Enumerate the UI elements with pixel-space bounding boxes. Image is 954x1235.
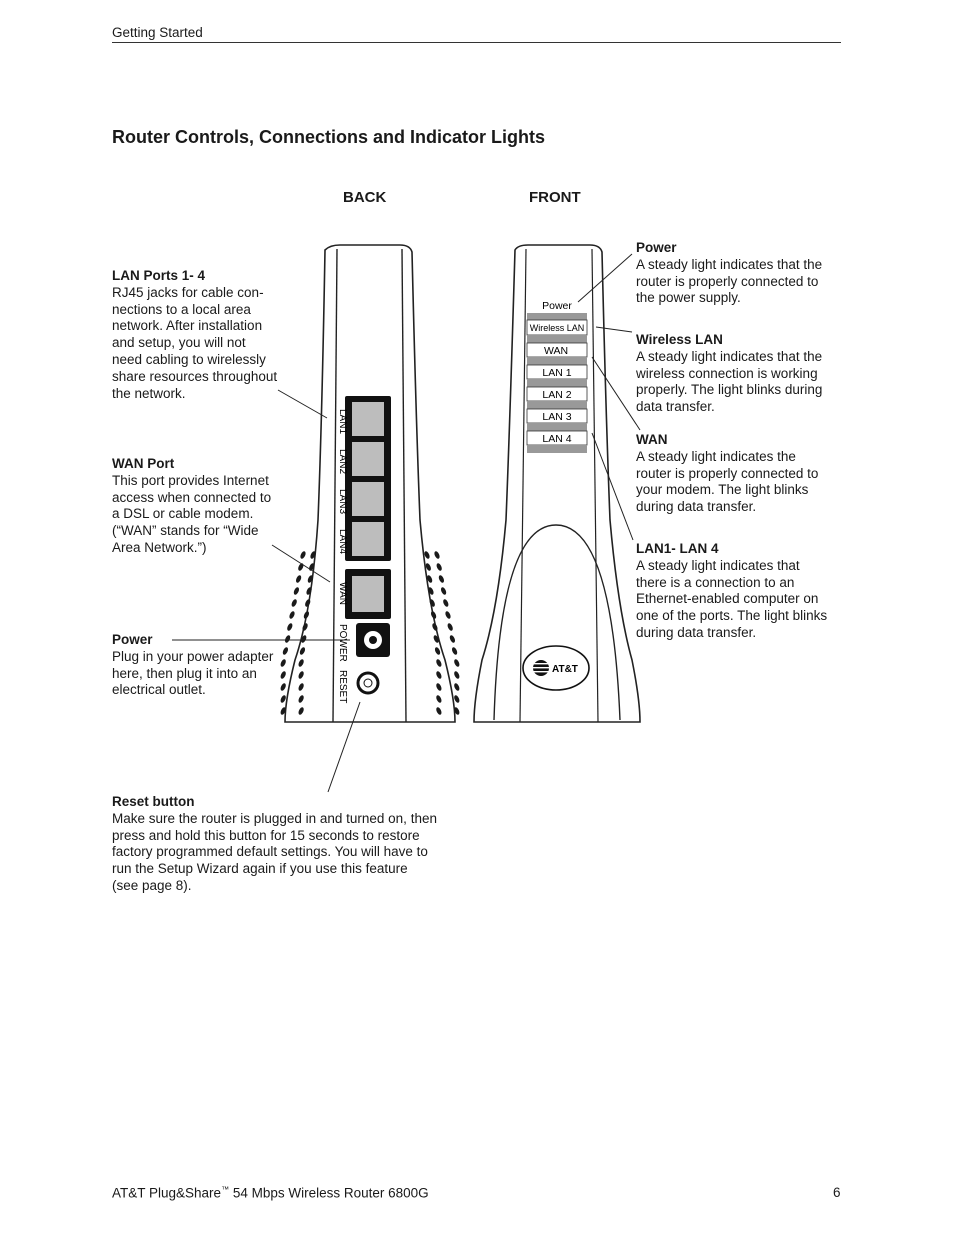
callout-wireless-lan-body: A steady light indicates that the wireless connection is working properly. The light blinks during data transfer. xyxy=(636,348,823,415)
callout-wan-light-body: A steady light indicates the router is properly connected to your modem. The light blinks during data transfer. xyxy=(636,448,819,515)
att-logo xyxy=(523,646,589,690)
callout-power-back xyxy=(112,632,292,699)
callout-power-back-body: Plug in your power adapter here, then plug it into an electrical outlet. xyxy=(112,648,274,698)
callout-wireless-lan-light xyxy=(636,332,851,416)
back-view-label: BACK xyxy=(343,189,387,206)
vent-slot xyxy=(442,598,449,607)
front-label-lan3: LAN 3 xyxy=(542,411,572,423)
footer-trademark: ™ xyxy=(221,1185,230,1194)
callout-wan-port-body: This port provides Internet access when connected to a DSL or cable modem. (“WAN” stands for “Wide Area Network.”) xyxy=(112,472,272,555)
back-label-lan3: LAN3 xyxy=(337,489,348,515)
vent-slot xyxy=(440,586,447,595)
front-view-label: FRONT xyxy=(529,189,581,206)
page-title: Router Controls, Connections and Indicator Lights xyxy=(112,127,546,147)
back-label-lan1: LAN1 xyxy=(337,409,348,435)
callout-power-light-title: Power xyxy=(636,240,677,255)
footer-product-name xyxy=(112,1185,429,1201)
footer-product-prefix: AT&T Plug&Share xyxy=(112,1185,222,1201)
router-front-view xyxy=(474,245,640,722)
footer-product-suffix: 54 Mbps Wireless Router 6800G xyxy=(229,1185,429,1201)
front-label-lan2: LAN 2 xyxy=(542,389,572,401)
callout-reset-button xyxy=(112,794,472,895)
vent-slot xyxy=(293,586,300,595)
back-label-power: POWER xyxy=(337,624,348,662)
front-label-wan: WAN xyxy=(543,345,569,357)
callout-reset-button-body: Make sure the router is plugged in and turned on, then press and hold this button for 15 seconds to restore factory programmed default settings. You will have to run the Setup Wizard again if you use this feature (see page 8). xyxy=(112,810,437,893)
back-label-reset: RESET xyxy=(337,670,348,704)
callout-power-light xyxy=(636,240,851,307)
front-label-power: Power xyxy=(542,300,572,312)
callout-wan-light xyxy=(636,432,851,516)
running-header: Getting Started xyxy=(112,25,203,40)
front-label-lan4: LAN 4 xyxy=(542,433,572,445)
vent-slot xyxy=(453,658,460,667)
vent-slot xyxy=(444,610,451,619)
callout-lan-ports-body: RJ45 jacks for cable con- nections to a local area network. After installation and setup, you will not need cabling to wirelessly share resources throughout the network. xyxy=(112,284,278,401)
back-label-lan2: LAN2 xyxy=(337,449,348,475)
callout-lan-ports-title: LAN Ports 1- 4 xyxy=(112,268,206,283)
back-label-lan4: LAN4 xyxy=(337,529,348,555)
back-label-wan: WAN xyxy=(337,582,348,605)
callout-lan-ports xyxy=(112,268,292,402)
vent-slot xyxy=(453,682,460,691)
vent-slot xyxy=(451,646,458,655)
vent-slot xyxy=(295,574,302,583)
callout-wireless-lan-title: Wireless LAN xyxy=(636,332,723,347)
callout-reset-button-title: Reset button xyxy=(112,794,195,809)
front-label-lan1: LAN 1 xyxy=(542,367,572,379)
vent-slot xyxy=(449,634,456,643)
callout-lan-lights-title: LAN1- LAN 4 xyxy=(636,541,719,556)
vent-slot xyxy=(438,574,445,583)
vent-slot xyxy=(436,562,443,571)
vent-slot xyxy=(453,670,460,679)
callout-wan-port xyxy=(112,456,292,557)
callout-lan-lights-body: A steady light indicates that there is a connection to an Ethernet-enabled computer on one of the ports. The light blinks during data transfer. xyxy=(636,557,828,640)
vent-slot xyxy=(447,622,454,631)
callout-wan-port-title: WAN Port xyxy=(112,456,175,471)
vent-slot xyxy=(288,610,295,619)
vent-slot xyxy=(299,550,306,559)
router-back-view xyxy=(280,245,461,722)
vent-slot xyxy=(433,550,440,559)
front-label-wireless-lan: Wireless LAN xyxy=(529,323,585,333)
callout-power-light-body: A steady light indicates that the router is properly connected to the power supply. xyxy=(636,256,823,306)
page-number: 6 xyxy=(833,1185,841,1200)
svg-text:AT&T: AT&T xyxy=(552,664,578,675)
callout-power-back-title: Power xyxy=(112,632,153,647)
vent-slot xyxy=(291,598,298,607)
callout-wan-light-title: WAN xyxy=(636,432,668,447)
callout-lan-lights xyxy=(636,541,851,642)
vent-slot xyxy=(286,622,293,631)
